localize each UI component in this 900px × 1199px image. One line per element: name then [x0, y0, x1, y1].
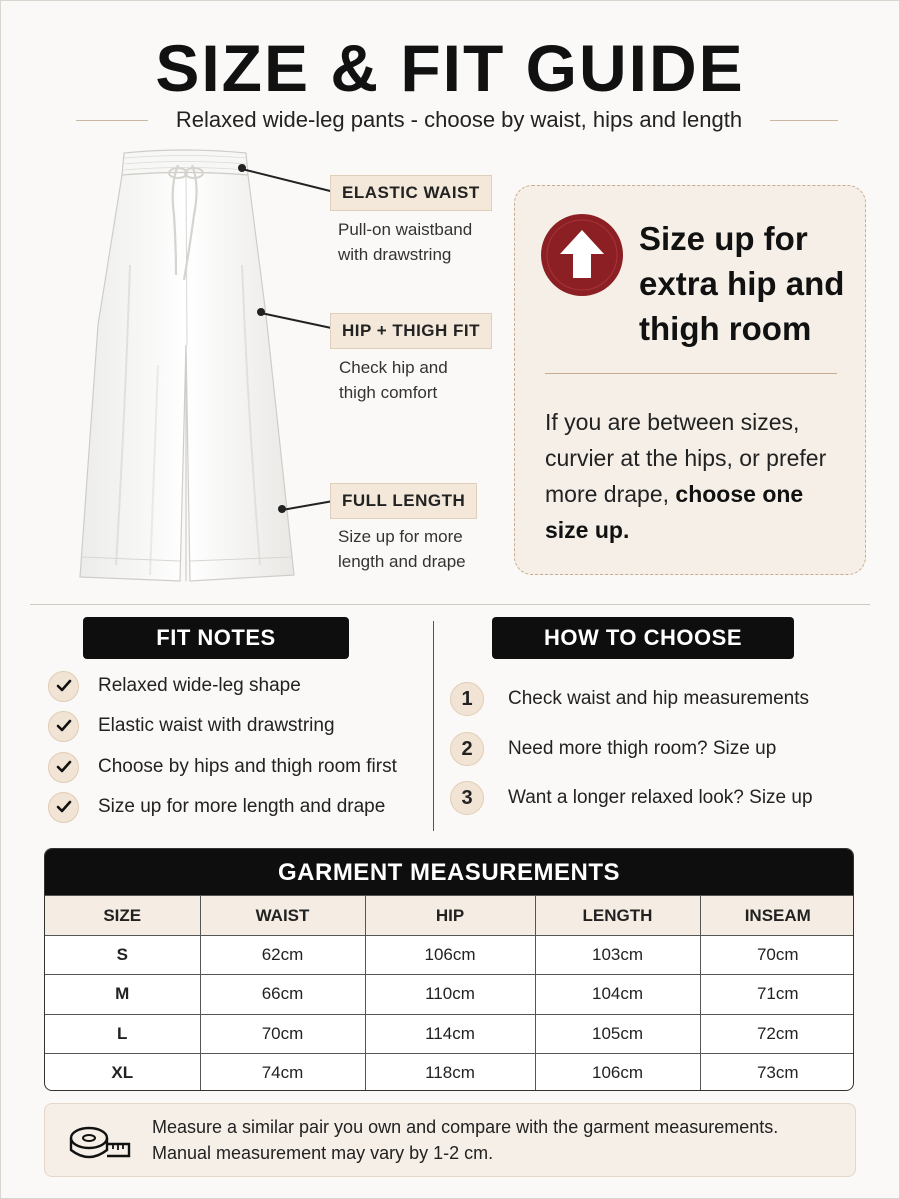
measurement-note [44, 1103, 856, 1177]
check-icon [48, 792, 79, 823]
fit-note-item [48, 710, 335, 742]
size-up-panel [514, 185, 866, 575]
arrow-up-icon [541, 214, 623, 296]
fit-note-text: Relaxed wide-leg shape [98, 675, 301, 696]
table-cell: M [45, 975, 200, 1014]
table-cell: 105cm [535, 1014, 700, 1053]
table-cell: 106cm [535, 1053, 700, 1091]
column-header-inseam: INSEAM [700, 896, 854, 936]
measurement-note-text [152, 1114, 842, 1166]
column-header-hip: HIP [365, 896, 535, 936]
fit-note-item [48, 791, 385, 823]
step-text: Want a longer relaxed look? Size up [508, 787, 813, 808]
size-up-body-text: If you are between sizes, curvier at the hips, or prefer more drape, [545, 409, 827, 507]
table-cell: 103cm [535, 936, 700, 975]
callout-tag-length: FULL LENGTH [330, 483, 477, 519]
step-text: Need more thigh room? Size up [508, 738, 777, 759]
column-header-size: SIZE [45, 896, 200, 936]
check-icon [48, 671, 79, 702]
subtitle-rule-left [76, 120, 148, 121]
measurements-grid [45, 895, 854, 1091]
fit-note-text: Size up for more length and drape [98, 796, 386, 817]
fit-note-item [48, 751, 397, 783]
step-item [450, 732, 776, 766]
table-cell: 114cm [365, 1014, 535, 1053]
table-cell: 104cm [535, 975, 700, 1014]
table-cell: 118cm [365, 1053, 535, 1091]
table-cell: 106cm [365, 936, 535, 975]
callout-desc-waist: Pull-on waistband with drawstring [338, 220, 473, 264]
page-subtitle: Relaxed wide-leg pants - choose by waist, hips and length [175, 107, 743, 132]
page-title: SIZE & FIT GUIDE [155, 31, 745, 105]
callout-tag-waist: ELASTIC WAIST [330, 175, 492, 211]
fit-note-text: Elastic waist with drawstring [98, 715, 335, 736]
how-to-choose-header: HOW TO CHOOSE [492, 617, 794, 659]
size-up-divider [545, 373, 837, 374]
column-divider [433, 621, 434, 831]
table-row [45, 1014, 854, 1053]
table-cell: 70cm [700, 936, 854, 975]
table-cell: 110cm [365, 975, 535, 1014]
table-cell: 72cm [700, 1014, 854, 1053]
table-header-row [45, 896, 854, 936]
table-row [45, 1053, 854, 1091]
step-number-badge: 1 [450, 682, 484, 716]
table-cell: 66cm [200, 975, 365, 1014]
pants-illustration [70, 145, 310, 595]
step-number-badge: 3 [450, 781, 484, 815]
column-header-waist: WAIST [200, 896, 365, 936]
table-cell: 71cm [700, 975, 854, 1014]
table-cell: 73cm [700, 1053, 854, 1091]
callout-desc-length: Size up for more length and drape [338, 527, 466, 571]
callout-desc-hip: Check hip and thigh comfort [339, 358, 448, 402]
step-number-badge: 2 [450, 732, 484, 766]
fit-note-text: Choose by hips and thigh room first [98, 756, 397, 777]
column-header-length: LENGTH [535, 896, 700, 936]
size-up-headline: Size up for extra hip and thigh room [639, 220, 845, 347]
check-icon [48, 711, 79, 742]
table-cell: 62cm [200, 936, 365, 975]
step-item [450, 682, 809, 716]
table-cell: 70cm [200, 1014, 365, 1053]
fit-note-item [48, 670, 301, 702]
table-cell: 74cm [200, 1053, 365, 1091]
measurements-title: GARMENT MEASUREMENTS [45, 849, 853, 895]
section-divider [30, 604, 870, 605]
table-cell: S [45, 936, 200, 975]
table-row [45, 975, 854, 1014]
table-cell: L [45, 1014, 200, 1053]
size-up-body-emphasis: choose one size up. [545, 481, 804, 543]
measurement-note-line-1: Measure a similar pair you own and compare with the garment measurements. [152, 1117, 779, 1137]
step-text: Check waist and hip measurements [508, 688, 809, 709]
size-up-body [545, 404, 845, 548]
table-cell: XL [45, 1053, 200, 1091]
subtitle-rule-right [770, 120, 838, 121]
measuring-tape-icon [67, 1116, 133, 1166]
subtitle-row [76, 104, 838, 136]
fit-notes-header: FIT NOTES [83, 617, 349, 659]
callout-tag-hip: HIP + THIGH FIT [330, 313, 492, 349]
step-item [450, 781, 813, 815]
table-row [45, 936, 854, 975]
measurements-table [44, 848, 854, 1091]
check-icon [48, 752, 79, 783]
measurement-note-line-2: Manual measurement may vary by 1-2 cm. [152, 1143, 494, 1163]
